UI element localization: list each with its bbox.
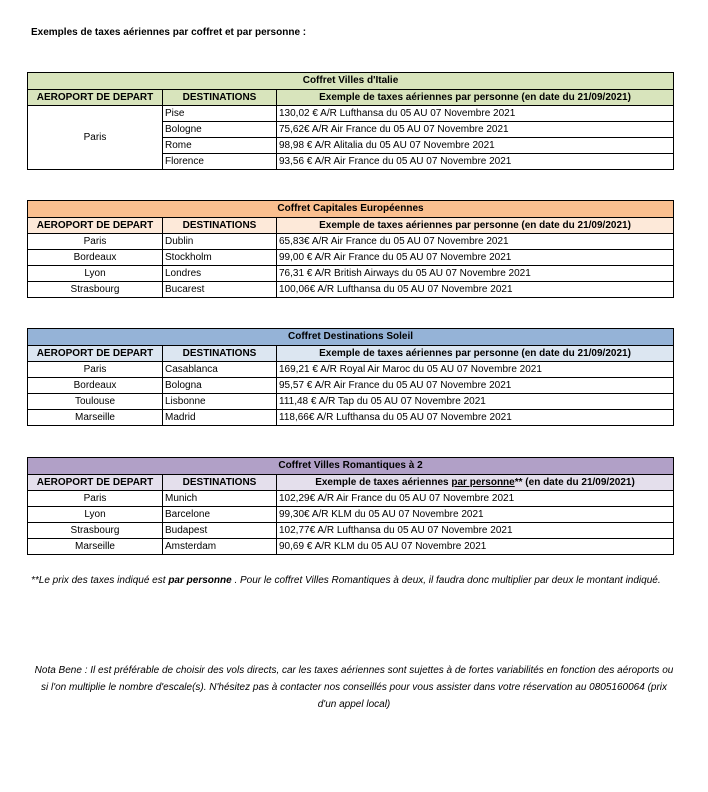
cell-departure: Paris — [28, 234, 163, 250]
header-depart: AEROPORT DE DEPART — [28, 346, 163, 362]
cell-departure: Paris — [28, 491, 163, 507]
table-row — [28, 282, 674, 298]
cell-destination: Bologna — [163, 378, 277, 394]
header-depart: AEROPORT DE DEPART — [28, 90, 163, 106]
header-taxes-underlined: par personne — [451, 476, 515, 488]
cell-departure: Marseille — [28, 539, 163, 555]
table-caption: Coffret Capitales Européennes — [28, 201, 674, 218]
table-villes-romantiques — [27, 457, 674, 555]
table-row — [28, 362, 674, 378]
cell-departure: Strasbourg — [28, 282, 163, 298]
cell-tax: 99,30€ A/R KLM du 05 AU 07 Novembre 2021 — [277, 507, 674, 523]
cell-tax: 65,83€ A/R Air France du 05 AU 07 Novembre 2021 — [277, 234, 674, 250]
cell-destination: Bucarest — [163, 282, 277, 298]
header-destinations: DESTINATIONS — [163, 346, 277, 362]
cell-departure: Toulouse — [28, 394, 163, 410]
table-villes-italie — [27, 72, 674, 170]
table-row — [28, 106, 674, 122]
footnote-text-end: . Pour le coffret Villes Romantiques à deux, il faudra donc multiplier par deux le montant indiqué. — [231, 575, 661, 586]
table-caption: Coffret Villes d'Italie — [28, 73, 674, 90]
footnote-emphasis: par personne — [168, 575, 232, 586]
table-row — [28, 523, 674, 539]
table-row — [28, 410, 674, 426]
table-header-row — [28, 346, 674, 362]
header-taxes: Exemple de taxes aériennes par personne (en date du 21/09/2021) — [277, 346, 674, 362]
cell-tax: 75,62€ A/R Air France du 05 AU 07 Novembre 2021 — [277, 122, 674, 138]
cell-destination: Barcelone — [163, 507, 277, 523]
table-row — [28, 491, 674, 507]
header-taxes: Exemple de taxes aériennes par personne (en date du 21/09/2021) — [277, 218, 674, 234]
header-destinations: DESTINATIONS — [163, 475, 277, 491]
header-taxes-text: Exemple de taxes aériennes — [315, 476, 452, 488]
cell-tax: 93,56 € A/R Air France du 05 AU 07 Novembre 2021 — [277, 154, 674, 170]
footnote — [31, 572, 681, 589]
header-taxes: Exemple de taxes aériennes par personne (en date du 21/09/2021) — [277, 90, 674, 106]
cell-destination: Stockholm — [163, 250, 277, 266]
header-taxes — [277, 475, 674, 491]
cell-tax: 118,66€ A/R Lufthansa du 05 AU 07 Novembre 2021 — [277, 410, 674, 426]
cell-tax: 95,57 € A/R Air France du 05 AU 07 Novembre 2021 — [277, 378, 674, 394]
cell-destination: Florence — [163, 154, 277, 170]
table-destinations-soleil — [27, 328, 674, 426]
page-title: Exemples de taxes aériennes par coffret et par personne : — [31, 27, 307, 38]
table-caption: Coffret Villes Romantiques à 2 — [28, 458, 674, 475]
cell-departure: Strasbourg — [28, 523, 163, 539]
cell-destination: Londres — [163, 266, 277, 282]
cell-tax: 111,48 € A/R Tap du 05 AU 07 Novembre 2021 — [277, 394, 674, 410]
cell-destination: Bologne — [163, 122, 277, 138]
table-row — [28, 266, 674, 282]
cell-departure: Lyon — [28, 266, 163, 282]
table-header-row — [28, 90, 674, 106]
header-depart: AEROPORT DE DEPART — [28, 475, 163, 491]
table-row — [28, 507, 674, 523]
cell-destination: Amsterdam — [163, 539, 277, 555]
cell-destination: Dublin — [163, 234, 277, 250]
footnote-text: **Le prix des taxes indiqué est — [31, 575, 169, 586]
cell-tax: 90,69 € A/R KLM du 05 AU 07 Novembre 2021 — [277, 539, 674, 555]
cell-destination: Rome — [163, 138, 277, 154]
table-caption: Coffret Destinations Soleil — [28, 329, 674, 346]
table-row — [28, 250, 674, 266]
table-header-row — [28, 218, 674, 234]
header-destinations: DESTINATIONS — [163, 90, 277, 106]
cell-destination: Casablanca — [163, 362, 277, 378]
cell-departure: Bordeaux — [28, 378, 163, 394]
nota-bene: Nota Bene : Il est préférable de choisir des vols directs, car les taxes aériennes sont sujettes à de fortes variabilités en fonction des aéroports ou si l'on multiplie le nombre d'escale(s). N'hésitez pas à contacter nos conseillés pour vous assister dans votre réservation au 0805160064 (prix d'un appel local) — [34, 665, 674, 710]
table-row — [28, 378, 674, 394]
cell-departure: Paris — [28, 106, 163, 170]
header-taxes-date: ** (en date du 21/09/2021) — [514, 476, 635, 488]
cell-tax: 169,21 € A/R Royal Air Maroc du 05 AU 07 Novembre 2021 — [277, 362, 674, 378]
cell-destination: Lisbonne — [163, 394, 277, 410]
table-capitales-europeennes — [27, 200, 674, 298]
header-destinations: DESTINATIONS — [163, 218, 277, 234]
table-row — [28, 234, 674, 250]
cell-tax: 98,98 € A/R Alitalia du 05 AU 07 Novembre 2021 — [277, 138, 674, 154]
cell-departure: Paris — [28, 362, 163, 378]
cell-destination: Madrid — [163, 410, 277, 426]
table-header-row — [28, 475, 674, 491]
cell-destination: Munich — [163, 491, 277, 507]
cell-destination: Budapest — [163, 523, 277, 539]
cell-departure: Marseille — [28, 410, 163, 426]
cell-tax: 76,31 € A/R British Airways du 05 AU 07 Novembre 2021 — [277, 266, 674, 282]
cell-tax: 130,02 € A/R Lufthansa du 05 AU 07 Novembre 2021 — [277, 106, 674, 122]
cell-departure: Lyon — [28, 507, 163, 523]
cell-tax: 100,06€ A/R Lufthansa du 05 AU 07 Novembre 2021 — [277, 282, 674, 298]
cell-tax: 99,00 € A/R Air France du 05 AU 07 Novembre 2021 — [277, 250, 674, 266]
table-row — [28, 539, 674, 555]
cell-tax: 102,77€ A/R Lufthansa du 05 AU 07 Novembre 2021 — [277, 523, 674, 539]
cell-destination: Pise — [163, 106, 277, 122]
cell-tax: 102,29€ A/R Air France du 05 AU 07 Novembre 2021 — [277, 491, 674, 507]
cell-departure: Bordeaux — [28, 250, 163, 266]
table-row — [28, 394, 674, 410]
header-depart: AEROPORT DE DEPART — [28, 218, 163, 234]
